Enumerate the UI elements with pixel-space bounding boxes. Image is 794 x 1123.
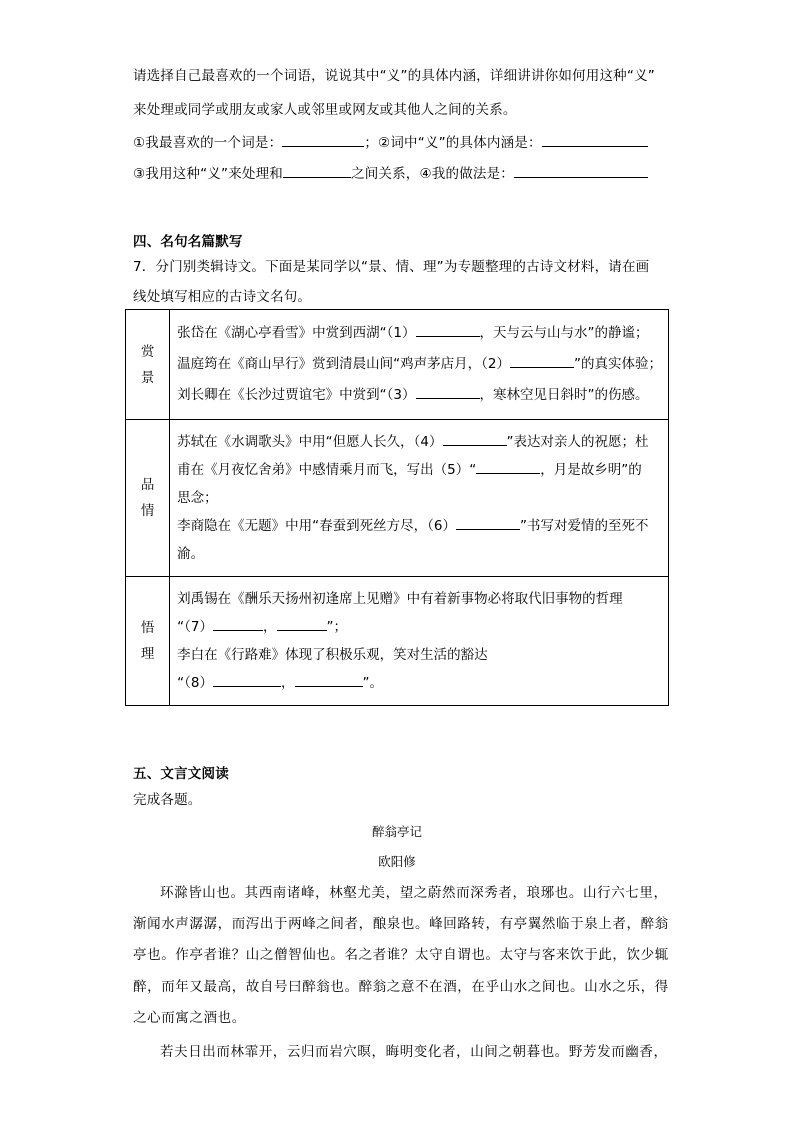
essay-author: 欧阳修: [378, 854, 416, 869]
blank-7a[interactable]: [213, 618, 263, 631]
q6-item-2-label: ；②词中“义”的具体内涵是：: [364, 135, 542, 151]
blank-1[interactable]: [416, 324, 480, 337]
q6-answer-row-2: [133, 162, 648, 182]
table-line: 甫在《月夜忆舍弟》中感情乘月而飞，写出（5）“ ，月是故乡明”的: [177, 462, 642, 478]
blank-4[interactable]: [443, 433, 507, 446]
q7-line-2: 线处填写相应的古诗文名句。: [133, 289, 312, 305]
q6-blank-person[interactable]: [283, 165, 351, 178]
category-cell: 悟 理: [126, 577, 170, 706]
category-cell: 赏 景: [126, 310, 170, 420]
essay-line: 之心而寓之酒也。: [133, 1010, 246, 1026]
q6-line-2: 来处理或同学或朋友或家人或邻里或网友或其他人之间的关系。: [133, 102, 517, 118]
essay-line: 若夫日出而林霏开，云归而岩穴暝，晦明变化者，山间之朝暮也。野芳发而幽香，: [160, 1044, 668, 1060]
essay-line: 环滁皆山也。其西南诸峰，林壑尤美，望之蔚然而深秀者，琅琊也。山行六七里，: [160, 885, 668, 901]
table-line: “（8） ， ”。: [177, 675, 383, 691]
blank-7b[interactable]: [277, 618, 327, 631]
table-line: 温庭筠在《商山早行》赏到清晨山间“鸡声茅店月，（2） ”的真实体验；: [177, 356, 662, 372]
blank-8a[interactable]: [213, 674, 281, 687]
blank-5[interactable]: [476, 461, 540, 474]
section-5-instruction: 完成各题。: [133, 792, 202, 808]
q6-answer-row-1: [133, 131, 648, 151]
essay-line: 醉，而年又最高，故自号曰醉翁也。醉翁之意不在酒，在乎山水之间也。山水之乐，得: [133, 979, 669, 995]
category-cell: 品 情: [126, 420, 170, 577]
essay-line: 渐闻水声潺潺，而泻出于两峰之间者，酿泉也。峰回路转，有亭翼然临于泉上者，醉翁: [133, 916, 669, 932]
q6-blank-meaning[interactable]: [542, 134, 648, 147]
table-row-emotion: [126, 420, 669, 577]
q6-blank-word[interactable]: [282, 134, 364, 147]
q6-item-3-label: ③我用这种“义”来处理和: [133, 166, 283, 182]
essay-line: 亭也。作亭者谁？山之僧智仙也。名之者谁？太守自谓也。太守与客来饮于此，饮少辄: [133, 947, 669, 963]
q7-line-1: 7．分门别类辑诗文。下面是某同学以“景、情、理”为专题整理的古诗文材料，请在画: [133, 259, 650, 275]
blank-2[interactable]: [510, 355, 574, 368]
table-line: 刘禹锡在《酬乐天扬州初逢席上见赠》中有着新事物必将取代旧事物的哲理: [177, 591, 623, 607]
q6-item-4-label: 之间关系，④我的做法是：: [351, 166, 515, 182]
table-line: 刘长卿在《长沙过贾谊宅》中赏到“（3） ，寒林空见日斜时”的伤感。: [177, 387, 649, 403]
table-row-reason: [126, 577, 669, 706]
section-4-title: 四、名句名篇默写: [133, 234, 243, 250]
table-line: 李商隐在《无题》中用“春蚕到死丝方尽，（6） ”书写对爱情的至死不: [177, 518, 649, 534]
blank-8b[interactable]: [295, 674, 363, 687]
q6-item-1-label: ①我最喜欢的一个词是：: [133, 135, 283, 151]
table-line: 张岱在《湖心亭看雪》中赏到西湖“（1） ，天与云与山与水”的静谧；: [177, 325, 649, 341]
table-line: 李白在《行路难》体现了积极乐观，笑对生活的豁达: [177, 647, 488, 663]
section-5-title: 五、文言文阅读: [133, 766, 229, 782]
table-line: 思念；: [177, 490, 218, 506]
table-line: “（7） ， ”；: [177, 619, 347, 635]
table-line: 苏轼在《水调歌头》中用“但愿人长久，（4） ”表达对亲人的祝愿；杜: [177, 434, 649, 450]
table-row-scenery: [126, 310, 669, 420]
table-line: 渝。: [177, 546, 205, 562]
poem-table: [125, 309, 669, 706]
q6-line-1: 请选择自己最喜欢的一个词语，说说其中“义”的具体内涵，详细讲讲你如何用这种“义”: [133, 68, 655, 84]
essay-title: 醉翁亭记: [371, 824, 422, 839]
blank-3[interactable]: [416, 386, 480, 399]
blank-6[interactable]: [456, 517, 520, 530]
q6-blank-practice[interactable]: [514, 165, 648, 178]
